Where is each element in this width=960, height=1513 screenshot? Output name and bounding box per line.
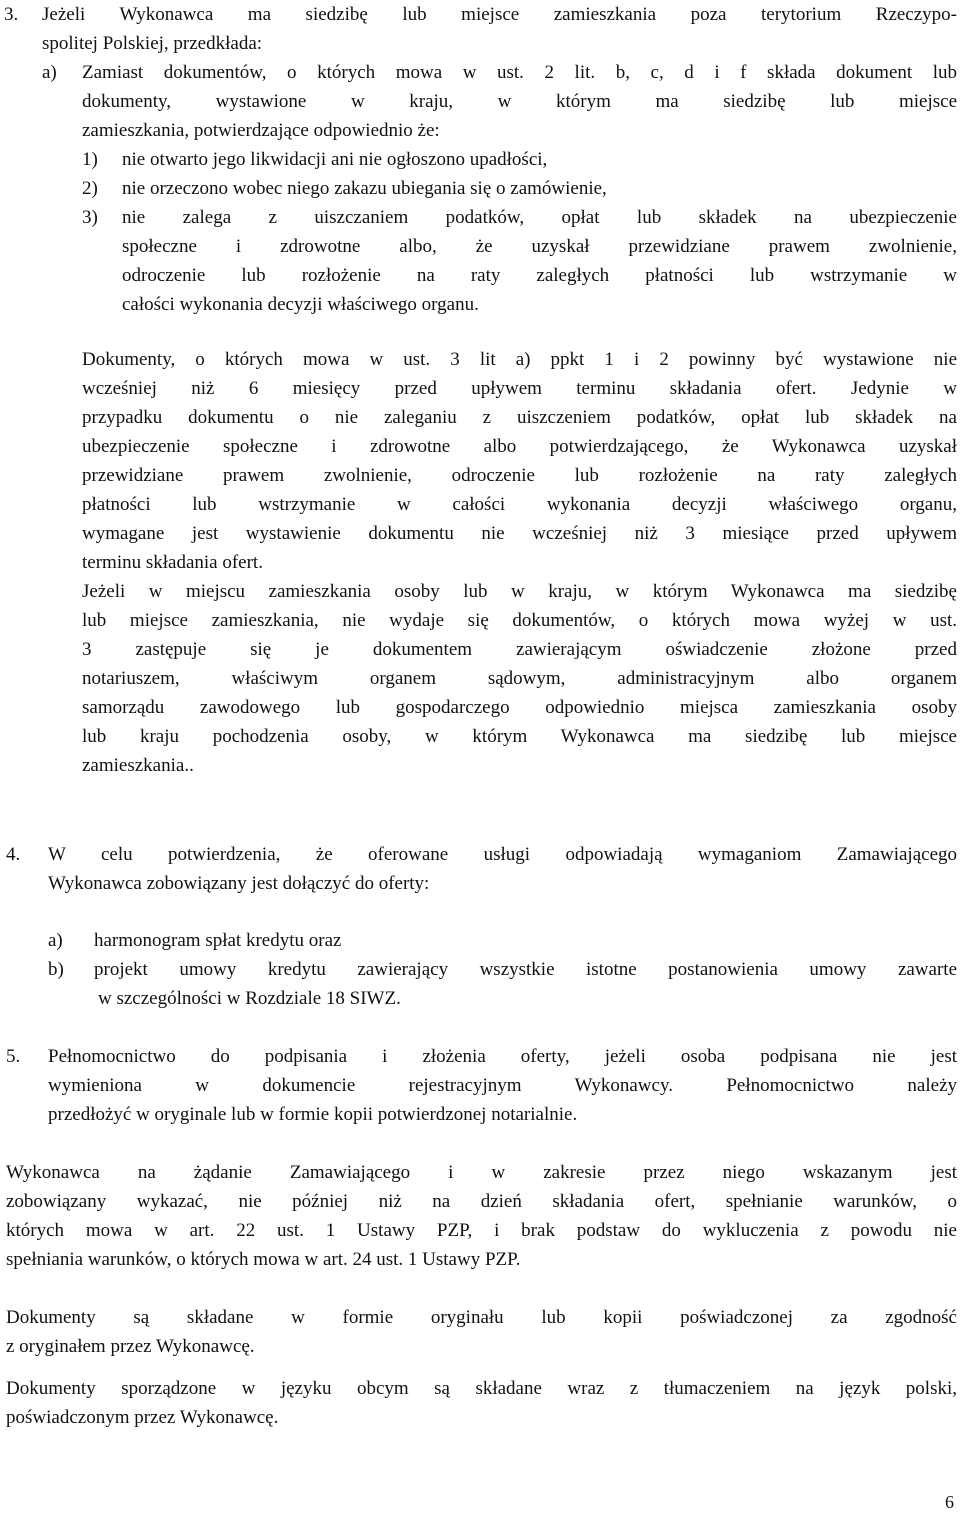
- section-3-number: 3.: [4, 4, 19, 25]
- section-4-number: 4.: [6, 844, 21, 865]
- section-3-intro: [42, 0, 957, 58]
- text-line: notariuszem, właściwym organem sądowym, administracyjnym albo organem: [82, 668, 957, 689]
- text-line: spolitej Polskiej, przedkłada:: [42, 33, 263, 54]
- text-line: przewidziane prawem zwolnienie, odroczenie lub rozłożenie na raty zaległych: [82, 465, 957, 486]
- item-b-text: [94, 955, 957, 1013]
- text-line: Zamiast dokumentów, o których mowa w ust. 2 lit. b, c, d i f składa dokument lub: [82, 62, 957, 83]
- text-line: poświadczonym przez Wykonawcę.: [6, 1407, 279, 1428]
- section-3-paragraph-1: [82, 345, 957, 577]
- item-a-text: [82, 58, 957, 145]
- text-line: przypadku dokumentu o nie zaleganiu z uiszczeniem podatków, opłat lub składek na: [82, 407, 957, 428]
- text-line: wcześniej niż 6 miesięcy przed upływem terminu składania ofert. Jedynie w: [82, 378, 957, 399]
- text-line: zobowiązany wykazać, nie później niż na dzień składania ofert, spełnianie warunków, o: [6, 1191, 957, 1212]
- text-line: lub kraju pochodzenia osoby, w którym Wykonawca ma siedzibę lub miejsce: [82, 726, 957, 747]
- text-line: Dokumenty są składane w formie oryginału lub kopii poświadczonej za zgodność: [6, 1307, 957, 1328]
- text-line: w szczególności w Rozdziale 18 SIWZ.: [98, 988, 401, 1009]
- text-line: Jeżeli Wykonawca ma siedzibę lub miejsce zamieszkania poza terytorium Rzeczypo-: [42, 4, 957, 25]
- text-line: harmonogram spłat kredytu oraz: [94, 930, 342, 951]
- text-line: których mowa w art. 22 ust. 1 Ustawy PZP, i brak podstaw do wykluczenia z powodu nie: [6, 1220, 957, 1241]
- text-line: dokumenty, wystawione w kraju, w którym ma siedzibę lub miejsce: [82, 91, 957, 112]
- section-4-intro: [48, 840, 957, 898]
- text-line: samorządu zawodowego lub gospodarczego odpowiednio miejsca zamieszkania osoby: [82, 697, 957, 718]
- item-a-label: a): [48, 930, 63, 951]
- closing-paragraph-1: [6, 1158, 957, 1274]
- section-5-text: [48, 1042, 957, 1129]
- item-b-label: b): [48, 959, 64, 980]
- text-line: Wykonawca zobowiązany jest dołączyć do oferty:: [48, 873, 430, 894]
- text-line: ubezpieczenie społeczne i zdrowotne albo potwierdzającego, że Wykonawca uzyskał: [82, 436, 957, 457]
- text-line: Pełnomocnictwo do podpisania i złożenia oferty, jeżeli osoba podpisana nie jest: [48, 1046, 957, 1067]
- text-line: 3 zastępuje się je dokumentem zawierającym oświadczenie złożone przed: [82, 639, 957, 660]
- subitem-3-text: [122, 203, 957, 319]
- text-line: zamieszkania, potwierdzające odpowiednio że:: [82, 120, 440, 141]
- text-line: nie zalega z uiszczaniem podatków, opłat lub składek na ubezpieczenie: [122, 207, 957, 228]
- item-a-text: [94, 926, 957, 955]
- text-line: Dokumenty sporządzone w języku obcym są składane wraz z tłumaczeniem na język polski,: [6, 1378, 957, 1399]
- text-line: zamieszkania..: [82, 755, 194, 776]
- text-line: nie orzeczono wobec niego zakazu ubiegania się o zamówienie,: [122, 178, 607, 199]
- text-line: projekt umowy kredytu zawierający wszystkie istotne postanowienia umowy zawarte: [94, 959, 957, 980]
- closing-paragraph-2: [6, 1303, 957, 1361]
- text-line: W celu potwierdzenia, że oferowane usługi odpowiadają wymaganiom Zamawiającego: [48, 844, 957, 865]
- page-number: 6: [945, 1492, 954, 1512]
- text-line: przedłożyć w oryginale lub w formie kopii potwierdzonej notarialnie.: [48, 1104, 578, 1125]
- text-line: z oryginałem przez Wykonawcę.: [6, 1336, 255, 1357]
- item-a-label: a): [42, 62, 57, 83]
- text-line: spełniania warunków, o których mowa w art. 24 ust. 1 Ustawy PZP.: [6, 1249, 521, 1270]
- text-line: wymagane jest wystawienie dokumentu nie wcześniej niż 3 miesiące przed upływem: [82, 523, 957, 544]
- text-line: Dokumenty, o których mowa w ust. 3 lit a) ppkt 1 i 2 powinny być wystawione nie: [82, 349, 957, 370]
- text-line: nie otwarto jego likwidacji ani nie ogłoszono upadłości,: [122, 149, 548, 170]
- subitem-3-label: 3): [82, 207, 98, 228]
- text-line: wymieniona w dokumencie rejestracyjnym Wykonawcy. Pełnomocnictwo należy: [48, 1075, 957, 1096]
- section-3-paragraph-2: [82, 577, 957, 780]
- text-line: Jeżeli w miejscu zamieszkania osoby lub w kraju, w którym Wykonawca ma siedzibę: [82, 581, 957, 602]
- text-line: Wykonawca na żądanie Zamawiającego i w zakresie przez niego wskazanym jest: [6, 1162, 957, 1183]
- subitem-2-text: [122, 174, 957, 203]
- text-line: terminu składania ofert.: [82, 552, 263, 573]
- section-5-number: 5.: [6, 1046, 21, 1067]
- text-line: lub miejsce zamieszkania, nie wydaje się dokumentów, o których mowa wyżej w ust.: [82, 610, 957, 631]
- subitem-1-text: [122, 145, 957, 174]
- text-line: społeczne i zdrowotne albo, że uzyskał przewidziane prawem zwolnienie,: [122, 236, 957, 257]
- text-line: płatności lub wstrzymanie w całości wykonania decyzji właściwego organu,: [82, 494, 957, 515]
- closing-paragraph-3: [6, 1374, 957, 1432]
- text-line: całości wykonania decyzji właściwego organu.: [122, 294, 479, 315]
- subitem-1-label: 1): [82, 149, 98, 170]
- subitem-2-label: 2): [82, 178, 98, 199]
- text-line: odroczenie lub rozłożenie na raty zaległych płatności lub wstrzymanie w: [122, 265, 957, 286]
